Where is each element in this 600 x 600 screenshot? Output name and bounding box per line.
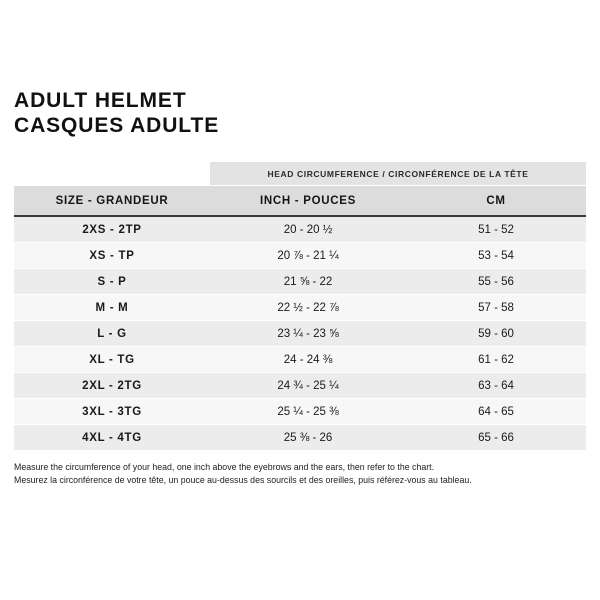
- table-row: [14, 243, 586, 269]
- column-header-size: SIZE - GRANDEUR: [14, 186, 210, 217]
- table-body: [14, 216, 586, 451]
- table-row: [14, 216, 586, 243]
- title-line-french: CASQUES ADULTE: [14, 114, 220, 137]
- cell-inch: 25 ¼ - 25 ⅜: [210, 399, 406, 425]
- column-header-inch: INCH - POUCES: [210, 186, 406, 217]
- column-header-cm: CM: [406, 186, 586, 217]
- table-row: [14, 399, 586, 425]
- note-english: Measure the circumference of your head, one inch above the eyebrows and the ears, then refer to the chart.: [14, 462, 435, 472]
- title-line-english: ADULT HELMET: [14, 89, 187, 112]
- cell-size: 2XL - 2TG: [14, 373, 210, 399]
- cell-size: XS - TP: [14, 243, 210, 269]
- cell-cm: 51 - 52: [406, 216, 586, 243]
- table-row: [14, 373, 586, 399]
- cell-size: S - P: [14, 269, 210, 295]
- note-french: Mesurez la circonférence de votre tête, un pouce au-dessus des sourcils et des oreilles, puis référez-vous au tableau.: [14, 475, 472, 485]
- table-row: [14, 295, 586, 321]
- cell-cm: 53 - 54: [406, 243, 586, 269]
- cell-inch: 20 ⅞ - 21 ¼: [210, 243, 406, 269]
- page-title: [14, 0, 586, 138]
- table-row: [14, 269, 586, 295]
- cell-cm: 59 - 60: [406, 321, 586, 347]
- cell-inch: 21 ⅝ - 22: [210, 269, 406, 295]
- cell-size: 2XS - 2TP: [14, 216, 210, 243]
- size-chart-table: [14, 162, 586, 451]
- cell-cm: 55 - 56: [406, 269, 586, 295]
- cell-size: M - M: [14, 295, 210, 321]
- cell-size: L - G: [14, 321, 210, 347]
- cell-cm: 63 - 64: [406, 373, 586, 399]
- group-header-head-circumference: HEAD CIRCUMFERENCE / CIRCONFÉRENCE DE LA TÊTE: [210, 162, 586, 186]
- group-header-spacer: [14, 162, 210, 186]
- table-row: [14, 321, 586, 347]
- table-row: [14, 347, 586, 373]
- cell-inch: 20 - 20 ½: [210, 216, 406, 243]
- cell-inch: 24 - 24 ⅜: [210, 347, 406, 373]
- cell-size: 4XL - 4TG: [14, 425, 210, 451]
- cell-size: XL - TG: [14, 347, 210, 373]
- cell-inch: 23 ¼ - 23 ⅝: [210, 321, 406, 347]
- cell-cm: 61 - 62: [406, 347, 586, 373]
- cell-size: 3XL - 3TG: [14, 399, 210, 425]
- table-row: [14, 425, 586, 451]
- cell-cm: 64 - 65: [406, 399, 586, 425]
- cell-inch: 22 ½ - 22 ⅞: [210, 295, 406, 321]
- table-column-header-row: [14, 186, 586, 217]
- measurement-notes: [14, 461, 586, 487]
- cell-cm: 57 - 58: [406, 295, 586, 321]
- cell-inch: 25 ⅜ - 26: [210, 425, 406, 451]
- cell-cm: 65 - 66: [406, 425, 586, 451]
- cell-inch: 24 ¾ - 25 ¼: [210, 373, 406, 399]
- table-group-header-row: [14, 162, 586, 186]
